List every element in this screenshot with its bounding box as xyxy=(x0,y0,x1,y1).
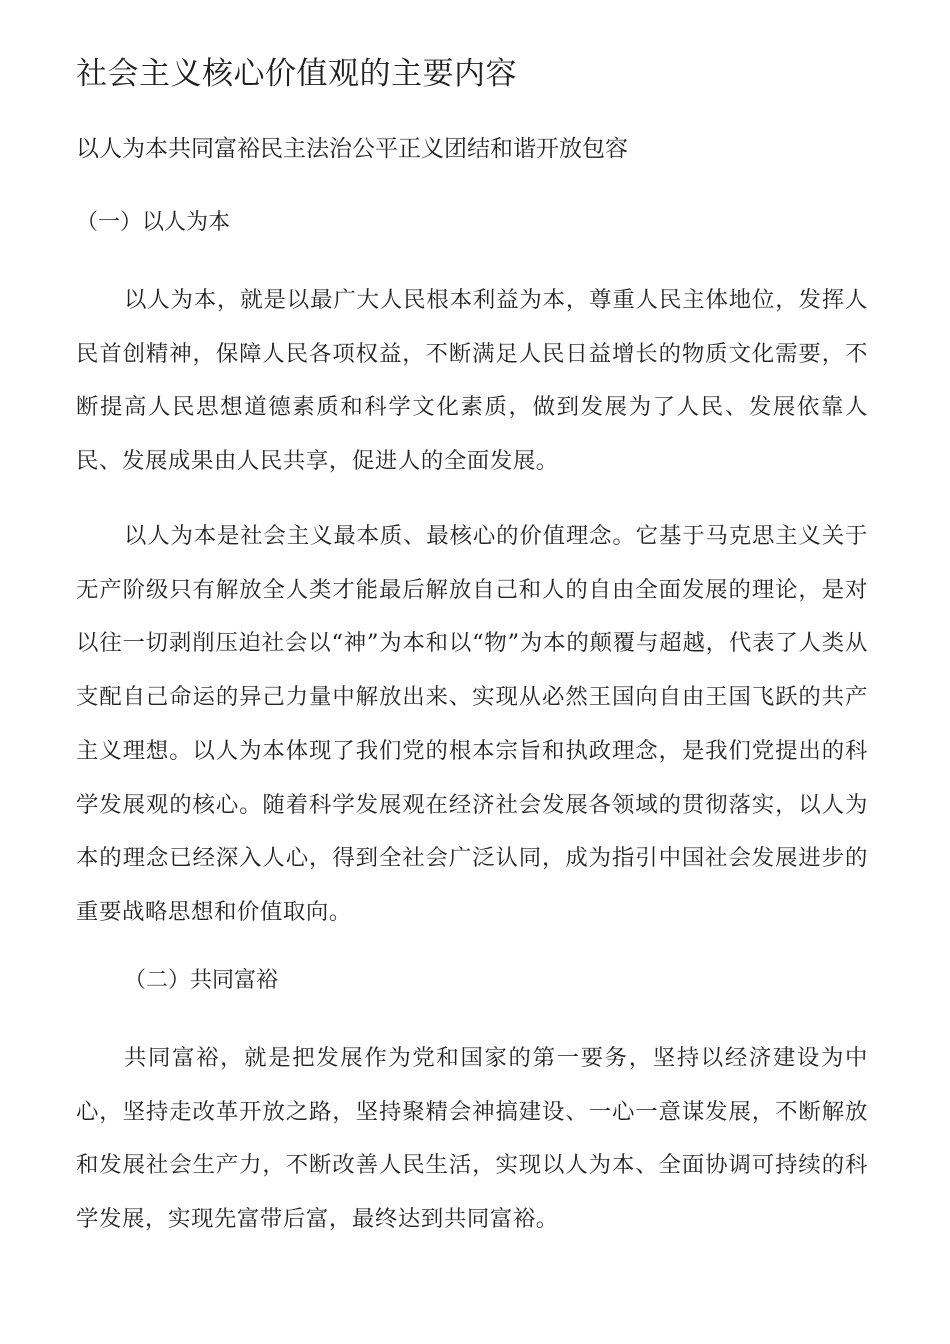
section-1-paragraph-1: 以人为本，就是以最广大人民根本利益为本，尊重人民主体地位，发挥人民首创精神，保障人民各项权益，不断满足人民日益增长的物质文化需要，不断提高人民思想道德素质和科学文化素质，做到发展为了人民、发展依靠人民、发展成果由人民共享，促进人的全面发展。 xyxy=(76,287,868,475)
document-title: 社会主义核心价值观的主要内容 xyxy=(76,56,517,92)
document-subtitle: 以人为本共同富裕民主法治公平正义团结和谐开放包容 xyxy=(76,136,628,162)
section-heading-1: （一）以人为本 xyxy=(76,210,231,235)
section-2-paragraph-1: 共同富裕，就是把发展作为党和国家的第一要务，坚持以经济建设为中心，坚持走改革开放之路，坚持聚精会神搞建设、一心一意谋发展，不断解放和发展社会生产力，不断改善人民生活，实现以人为本、全面协调可持续的科学发展，实现先富带后富，最终达到共同富裕。 xyxy=(76,1045,868,1233)
section-1-paragraph-2: 以人为本是社会主义最本质、最核心的价值理念。它基于马克思主义关于无产阶级只有解放全人类才能最后解放自己和人的自由全面发展的理论，是对以往一切剥削压迫社会以“神”为本和以“物”为本的颠覆与超越，代表了人类从支配自己命运的异己力量中解放出来、实现从必然王国向自由王国飞跃的共产主义理想。以人为本体现了我们党的根本宗旨和执政理念，是我们党提出的科学发展观的核心。随着科学发展观在经济社会发展各领域的贯彻落实，以人为本的理念已经深入人心，得到全社会广泛认同，成为指引中国社会发展进步的重要战略思想和价值取向。 xyxy=(76,523,868,925)
section-heading-2: （二）共同富裕 xyxy=(124,968,279,993)
